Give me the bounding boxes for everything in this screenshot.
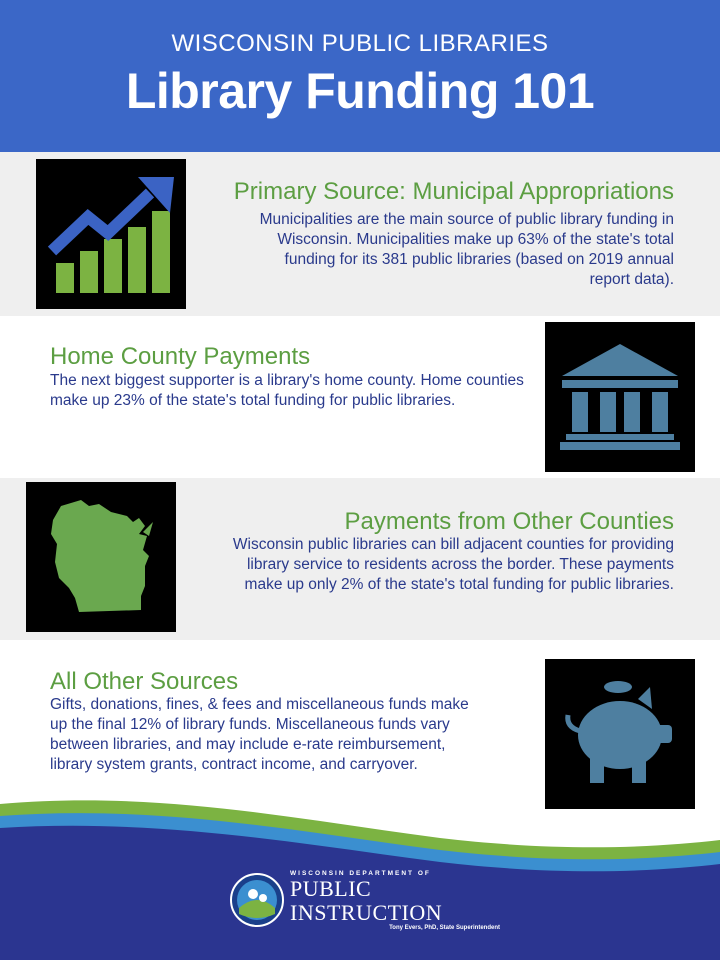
wisconsin-map-icon bbox=[41, 492, 161, 622]
section-4-heading: All Other Sources bbox=[50, 668, 239, 695]
page-title: Library Funding 101 bbox=[125, 63, 595, 119]
section-4-body: Gifts, donations, fines, & fees and miscellaneous funds make up the final 12% of library funds. Miscellaneous funds vary between libraries, and may include e-rate reimbursement, library system grants, contract income, and carryover. bbox=[50, 696, 469, 773]
library-building-icon bbox=[558, 342, 682, 452]
section-3-body: Wisconsin public libraries can bill adjacent counties for providing library service to residents across the border. These payments make up only 2% of the state's total funding for public libraries. bbox=[232, 536, 674, 593]
dpi-dept-line: WISCONSIN DEPARTMENT OF bbox=[290, 869, 431, 877]
section-4-tile bbox=[545, 659, 695, 809]
section-2-heading: Home County Payments bbox=[50, 343, 311, 370]
section-1-tile bbox=[36, 159, 186, 309]
section-3-tile bbox=[26, 482, 176, 632]
section-1-heading: Primary Source: Municipal Appropriations bbox=[233, 178, 674, 205]
header-banner bbox=[0, 0, 720, 152]
dpi-name: PUBLIC INSTRUCTION bbox=[290, 875, 443, 925]
header-subtitle: WISCONSIN PUBLIC LIBRARIES bbox=[171, 30, 549, 57]
section-1-body: Municipalities are the main source of public library funding in Wisconsin. Municipalities make up 63% of the state's total funding for its 381 public libraries (based on 2019 annual report data). bbox=[259, 211, 674, 288]
dpi-logo bbox=[230, 869, 500, 931]
dpi-superintendent: Tony Evers, PhD, State Superintendent bbox=[389, 924, 500, 931]
section-2-body: The next biggest supporter is a library's home county. Home counties make up 23% of the state's total funding for public libraries. bbox=[50, 372, 524, 409]
rising-bar-chart-icon bbox=[46, 169, 176, 299]
piggy-bank-icon bbox=[560, 679, 680, 789]
section-3-heading: Payments from Other Counties bbox=[344, 508, 674, 535]
section-2-tile bbox=[545, 322, 695, 472]
dpi-emblem-icon bbox=[230, 873, 284, 927]
